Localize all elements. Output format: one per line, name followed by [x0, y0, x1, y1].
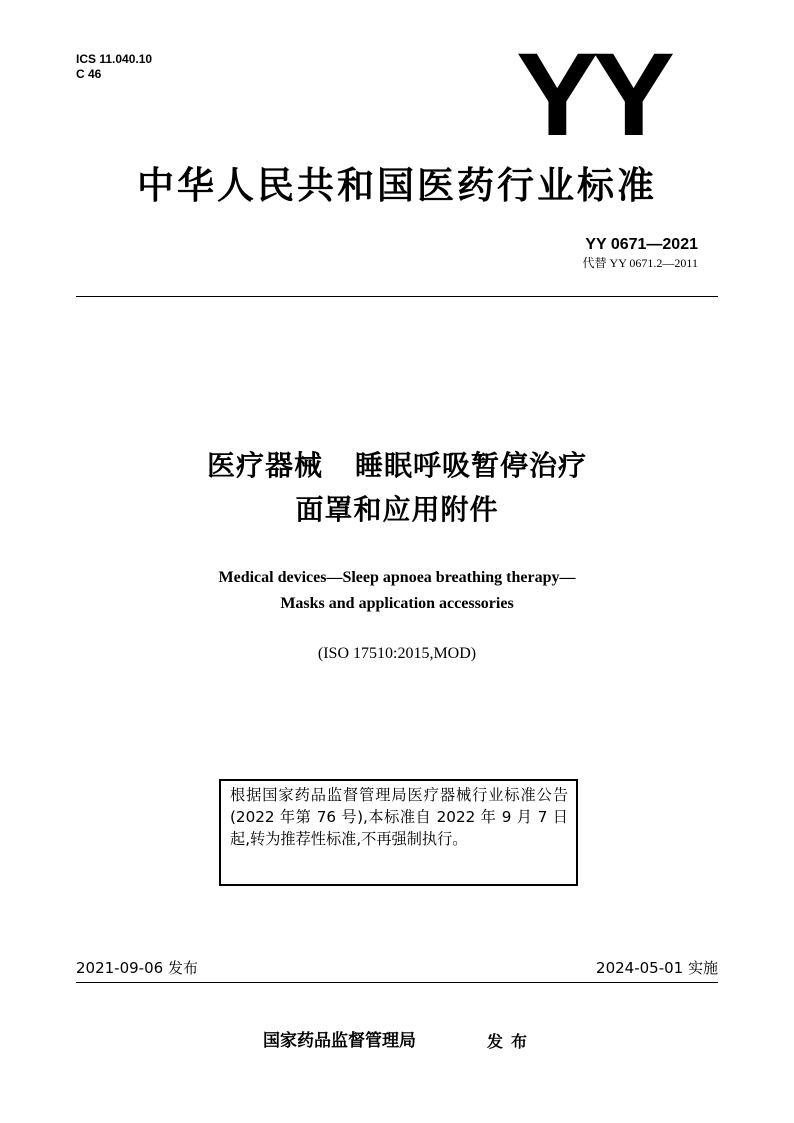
classification-codes [76, 52, 152, 82]
issuing-authority: 国家药品监督管理局 [263, 1031, 416, 1051]
replaces-standard: 代替 YY 0671.2—2011 [582, 256, 698, 270]
issue-label: 发布 [487, 1032, 536, 1051]
yy-logo: YY [516, 29, 669, 161]
implementation-date: 2024-05-01 实施 [596, 959, 718, 977]
notice-box: 根据国家药品监督管理局医疗器械行业标准公告(2022 年第 76 号),本标准自 2022 年 9 月 7 日起,转为推荐性标准,不再强制执行。 [219, 779, 578, 886]
adoption-reference: (ISO 17510:2015,MOD) [317, 645, 477, 662]
standard-number-block [583, 236, 698, 271]
english-title-line-1: Medical devices—Sleep apnoea breathing therapy— [218, 569, 576, 586]
chinese-title-line-2: 面罩和应用附件 [295, 493, 499, 526]
chinese-title-part-2: 睡眠呼吸暂停治疗 [355, 449, 588, 482]
standard-title: 中华人民共和国医药行业标准 [137, 164, 657, 207]
ccs-code: C 46 [76, 67, 102, 81]
chinese-title-line-1 [0, 444, 794, 488]
chinese-title-part-1: 医疗器械 [206, 449, 323, 482]
publication-date: 2021-09-06 发布 [76, 959, 198, 977]
chinese-title [0, 444, 794, 532]
english-title [0, 565, 794, 617]
standard-number: YY 0671—2021 [585, 236, 698, 253]
english-title-line-2: Masks and application accessories [280, 595, 514, 612]
top-divider [76, 296, 718, 297]
bottom-divider [76, 982, 718, 983]
ics-code: ICS 11.040.10 [76, 52, 153, 66]
